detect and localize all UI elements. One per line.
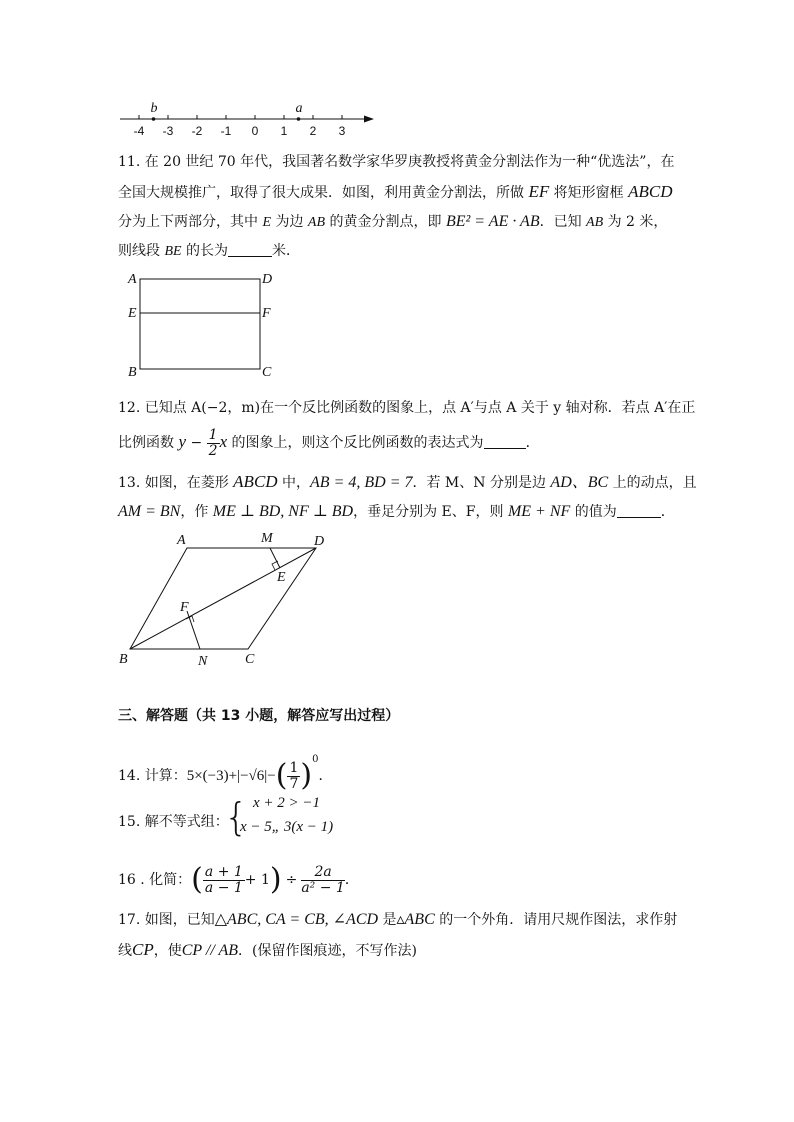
q13-formula1: AB = 4, BD = 7 [310, 474, 413, 491]
label-b: B [128, 365, 137, 380]
q17-cp: CP [132, 940, 154, 959]
q11-line3-e: 为 2 米， [603, 214, 668, 230]
q17-triangle: ▵ABC [396, 911, 435, 928]
q15-ineq2: x − 5„ 3(x − 1) [240, 819, 334, 835]
q16-line [118, 860, 359, 900]
q12-line1: 12. 已知点 A(−2，m)在一个反比例函数的图象上，点 A′与点 A 关于 y 轴对称．若点 A′在正 [118, 400, 696, 416]
section3-title: 三、解答题（共 13 小题，解答应写出过程） [118, 708, 400, 724]
tick-label: -4 [133, 124, 145, 138]
q17-line1-b: 是 [378, 912, 397, 928]
rectangle-abcd [140, 279, 260, 369]
label-f: F [180, 600, 189, 615]
q13-line2-end: ． [660, 504, 675, 520]
q11-ab2: AB [586, 215, 604, 230]
q17-line1 [118, 910, 677, 930]
q17-line1-a: 17. 如图，已知 [118, 912, 215, 928]
q16-label: 16 . 化简： [118, 872, 192, 888]
tick-label: -3 [162, 124, 174, 138]
diagonal-bd [130, 548, 316, 649]
q11-formula: BE² = AE · AB [445, 213, 540, 230]
q14-end: ． [318, 768, 333, 784]
q13-line2-a: ，作 [180, 504, 213, 520]
q16-left-paren: ( [191, 862, 203, 897]
q16-fraction1 [203, 865, 245, 896]
tick-label: 2 [309, 124, 317, 138]
q13-answer-blank[interactable] [617, 503, 661, 518]
label-a: A [128, 272, 137, 287]
q14-right-paren: ) [300, 758, 313, 793]
q12-answer-blank[interactable] [484, 434, 526, 449]
q15-ineq1: x + 2 > −1 [253, 795, 321, 811]
q11-line4-c: 米． [272, 243, 301, 259]
q14-left-paren: ( [275, 758, 288, 793]
q15-label: 15. 解不等式组： [118, 814, 229, 830]
q12-frac-den: 2 [208, 442, 218, 459]
q13-line1-b: 中， [277, 475, 311, 491]
q16-frac2-num: 2a [301, 865, 345, 881]
q11-answer-blank[interactable] [228, 242, 272, 257]
q13-formula3: ME ⊥ BD, NF ⊥ BD [212, 503, 354, 520]
point-a-label: a [295, 101, 303, 116]
q11-be: BE [164, 244, 182, 259]
q11-line2-a: 全国大规模推广，取得了很大成果．如图，利用黄金分割法，所做 [118, 185, 529, 201]
q13-line1-a: 13. 如图，在菱形 [118, 475, 234, 491]
q13-line1 [118, 472, 697, 493]
label-b: B [119, 652, 128, 667]
tick-label: 1 [280, 124, 288, 138]
q17-line2-c: ．(保留作图痕迹，不写作法) [238, 943, 417, 959]
tick-label: 0 [251, 124, 259, 138]
q12-line2-b: 的图象上，则这个反比例函数的表达式为 [227, 435, 484, 451]
segment-nf [187, 611, 200, 649]
label-f: F [262, 306, 271, 321]
label-a: A [177, 533, 186, 548]
q17-line2-b: ，使 [153, 943, 182, 959]
label-m: M [261, 531, 273, 546]
tick-label: -2 [191, 124, 203, 138]
number-line-arrow [364, 116, 374, 123]
q11-rectangle-figure [122, 268, 282, 380]
q13-line1-c: ．若 M、N 分别是边 [412, 475, 551, 491]
label-c: C [262, 365, 272, 380]
q12-frac-num: 1 [208, 426, 218, 443]
q11-line3-d: ．已知 [539, 214, 587, 230]
q13-line1-d: 上的动点，且 [608, 475, 697, 491]
q11-line2-b: 将矩形窗框 [549, 185, 629, 201]
q11-ab: AB [307, 215, 326, 230]
q14-fraction [287, 761, 300, 792]
q12-line2-end: ． [525, 435, 540, 451]
q11-line1: 11. 在 20 世纪 70 年代，我国著名数学家华罗庚教授将黄金分割法作为一种“优选法”，在 [118, 154, 675, 170]
q16-frac1-den: a − 1 [204, 879, 243, 896]
point-b-dot [152, 117, 156, 121]
q11-line4 [118, 241, 300, 262]
q16-end: ． [344, 872, 359, 888]
q13-line2 [118, 502, 675, 522]
q13-abcd: ABCD [233, 472, 278, 491]
q12-minus: − [186, 435, 207, 451]
q12-line2 [118, 424, 540, 461]
q14-frac-den: 7 [289, 775, 299, 792]
q11-line2 [118, 182, 673, 203]
q13-formula4: ME + NF [507, 503, 571, 520]
q11-line3-b: 为边 [271, 214, 308, 230]
label-n: N [198, 654, 208, 669]
q12-fraction [207, 428, 220, 459]
q13-formula2: AM = BN [118, 503, 181, 520]
q14-frac-num: 1 [289, 759, 299, 776]
tick-label: 3 [338, 124, 346, 138]
q13-line2-c: 的值为 [570, 504, 617, 520]
segment-me [270, 548, 280, 568]
q17-formula: △ABC, CA = CB, ∠ACD [214, 911, 379, 928]
tick-label: -1 [220, 124, 232, 138]
point-b-label: b [150, 101, 158, 116]
q17-line2-a: 线 [118, 943, 132, 959]
q17-line2 [118, 940, 417, 961]
q14-line [118, 740, 332, 796]
label-d: D [262, 272, 273, 287]
q11-line3-c: 的黄金分割点，即 [325, 214, 446, 230]
q12-line2-a: 比例函数 [118, 435, 179, 451]
q13-sides: AD、BC [550, 474, 609, 491]
q13-line2-b: ，垂足分别为 E、F，则 [353, 504, 508, 520]
q11-line3-a: 分为上下两部分，其中 [118, 214, 263, 230]
q15-brace: { [224, 795, 249, 839]
q16-right-paren: ) [269, 862, 282, 897]
q17-parallel: CP // AB [181, 942, 239, 959]
label-e: E [128, 306, 137, 321]
q16-plus-one: + 1 [244, 872, 270, 888]
q13-rhombus-figure [115, 528, 345, 670]
q11-line3 [118, 212, 667, 233]
q11-line4-a: 则线段 [118, 243, 165, 259]
q16-fraction2 [301, 865, 345, 896]
q16-frac1-num: a + 1 [204, 863, 243, 880]
q11-abcd: ABCD [628, 182, 673, 201]
q11-e: E [262, 215, 272, 230]
point-a-dot [297, 117, 301, 121]
q15-block [118, 795, 418, 845]
q11-line4-b: 的长为 [181, 243, 229, 259]
label-d: D [314, 534, 325, 549]
number-line-figure [112, 96, 382, 142]
q12-x: x [219, 432, 228, 451]
q14-label: 14. 计算： [118, 768, 187, 784]
q16-div: ÷ [285, 872, 298, 888]
label-e: E [277, 570, 286, 585]
q11-ef: EF [528, 182, 550, 201]
q14-exponent: 0 [312, 754, 319, 765]
q17-line1-c: 的一个外角．请用尺规作图法，求作射 [434, 912, 678, 928]
q12-y: y [178, 432, 186, 451]
label-c: C [245, 652, 255, 667]
q16-frac2-den: a² − 1 [301, 879, 345, 896]
q14-expr: 5×(−3)+|−√6|− [186, 768, 276, 784]
